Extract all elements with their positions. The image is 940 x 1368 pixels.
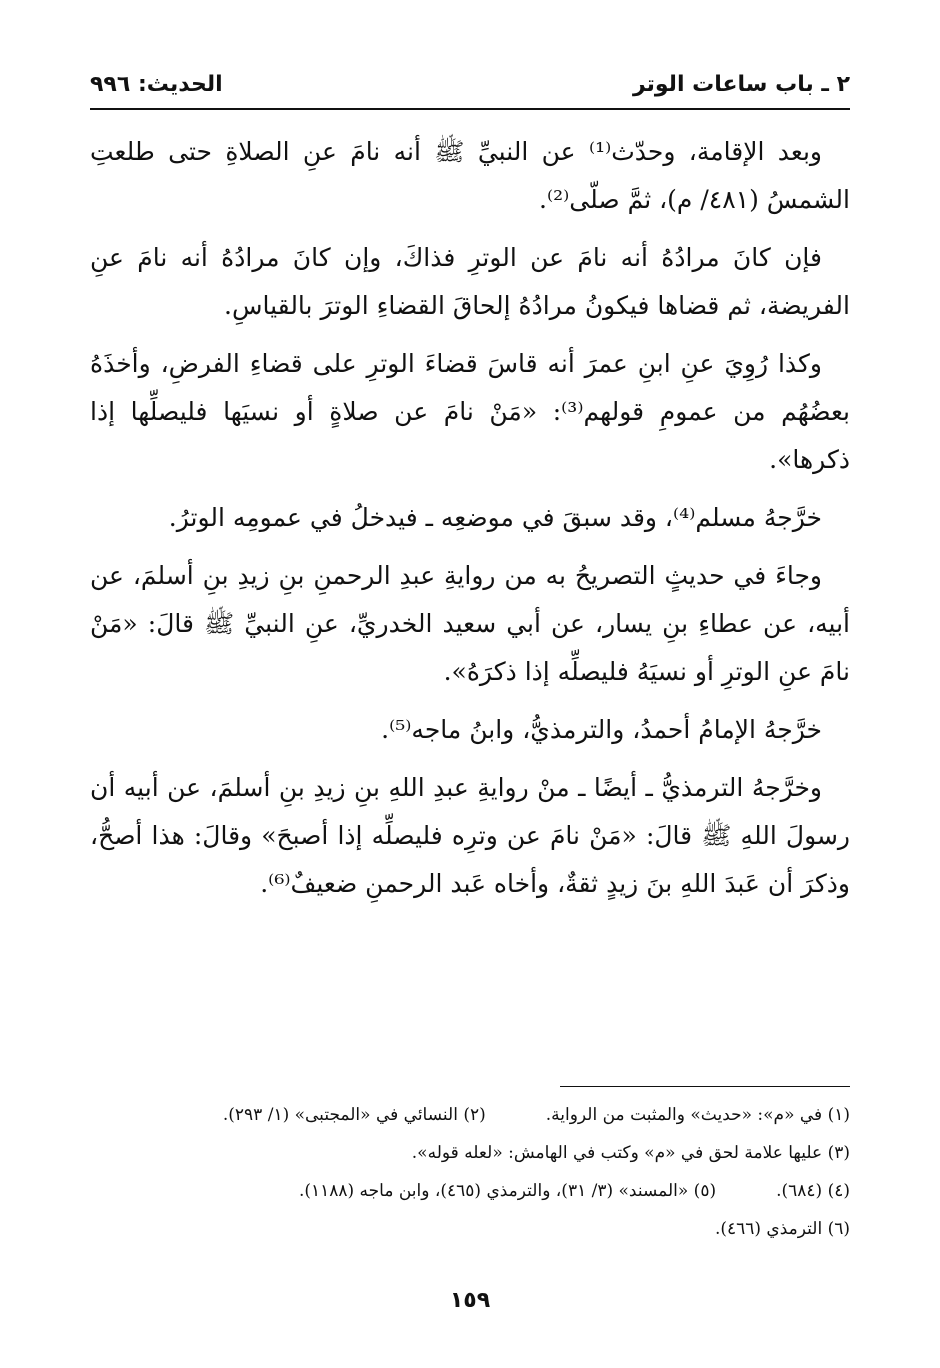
paragraph: وبعد الإقامة، وحدّث⁽¹⁾ عن النبيِّ ﷺ أنه نامَ عنِ الصلاةِ حتى طلعتِ الشمسُ (٤٨١/ م)، ثمَّ صلّى⁽²⁾.: [90, 137, 850, 214]
footnote-row: [90, 1134, 850, 1172]
footnote-row: [90, 1096, 850, 1134]
footnote-5: (٥) «المسند» (٣/ ٣١)، والترمذي (٤٦٥)، وابن ماجه (١١٨٨).: [298, 1181, 717, 1201]
footnote-6: (٦) الترمذي (٤٦٦).: [714, 1219, 850, 1239]
header-divider: [90, 108, 850, 110]
paragraph: خرَّجهُ مسلم⁽⁴⁾، وقد سبقَ في موضعِه ـ فيدخلُ في عمومِه الوترُ.: [168, 503, 822, 532]
footnote-3: (٣) عليها علامة لحق في «م» وكتب في الهامش: «لعله قوله».: [411, 1143, 850, 1163]
chapter-title: ٢ ـ باب ساعات الوتر: [632, 71, 850, 97]
paragraph: وكذا رُوِيَ عنِ ابنِ عمرَ أنه قاسَ قضاءَ الوترِ على قضاءِ الفرضِ، وأخذَهُ بعضُهُم من عمومِ قولهم⁽³⁾: «مَنْ نامَ عن صلاةٍ أو نسيَها فليصلِّها إذا ذكرها».: [90, 349, 850, 474]
footnote-divider: [560, 1086, 850, 1087]
footnotes: [90, 1096, 850, 1248]
book-page: [90, 62, 850, 1322]
footnote-row: [90, 1172, 850, 1210]
running-header: [90, 62, 850, 106]
paragraph: وخرَّجهُ الترمذيُّ ـ أيضًا ـ منْ روايةِ عبدِ اللهِ بنِ زيدِ بنِ أسلمَ، عن أبيه أن رسولَ اللهِ ﷺ قالَ: «مَنْ نامَ عن وترِه فليصلِّه إذا أصبحَ» وقالَ: هذا أصحُّ، وذكرَ أن عَبدَ اللهِ بنَ زيدٍ ثقةٌ، وأخاه عَبد الرحمنِ ضعيفٌ⁽⁶⁾.: [90, 773, 850, 898]
paragraph: وجاءَ في حديثٍ التصريحُ به من روايةِ عبدِ الرحمنِ بنِ زيدِ بنِ أسلمَ، عن أبيه، عن عطاءِ بنِ يسار، عن أبي سعيد الخدريِّ، عنِ النبيِّ ﷺ قالَ: «مَنْ نامَ عنِ الوترِ أو نسيَهُ فليصلِّه إذا ذكرَهُ».: [90, 561, 850, 686]
main-text: [90, 128, 850, 918]
footnote-2: (٢) النسائي في «المجتبى» (١/ ٢٩٣).: [222, 1105, 486, 1125]
footnote-1: (١) في «م»: «حديث» والمثبت من الرواية.: [545, 1105, 850, 1125]
paragraph: فإن كانَ مرادُهُ أنه نامَ عن الوترِ فذاكَ، وإن كانَ مرادُهُ أنه نامَ عنِ الفريضة، ثم قضاها فيكونُ مرادُهُ إلحاقَ القضاءِ الوترَ بالقياسِ.: [90, 243, 850, 320]
paragraph: خرَّجهُ الإمامُ أحمدُ، والترمذيُّ، وابنُ ماجه⁽⁵⁾.: [381, 715, 822, 744]
footnote-4: (٤) (٦٨٤).: [776, 1181, 850, 1201]
footnote-row: [90, 1210, 850, 1248]
hadith-reference: الحديث: ٩٩٦: [90, 71, 223, 97]
page-number: ١٥٩: [449, 1288, 491, 1313]
